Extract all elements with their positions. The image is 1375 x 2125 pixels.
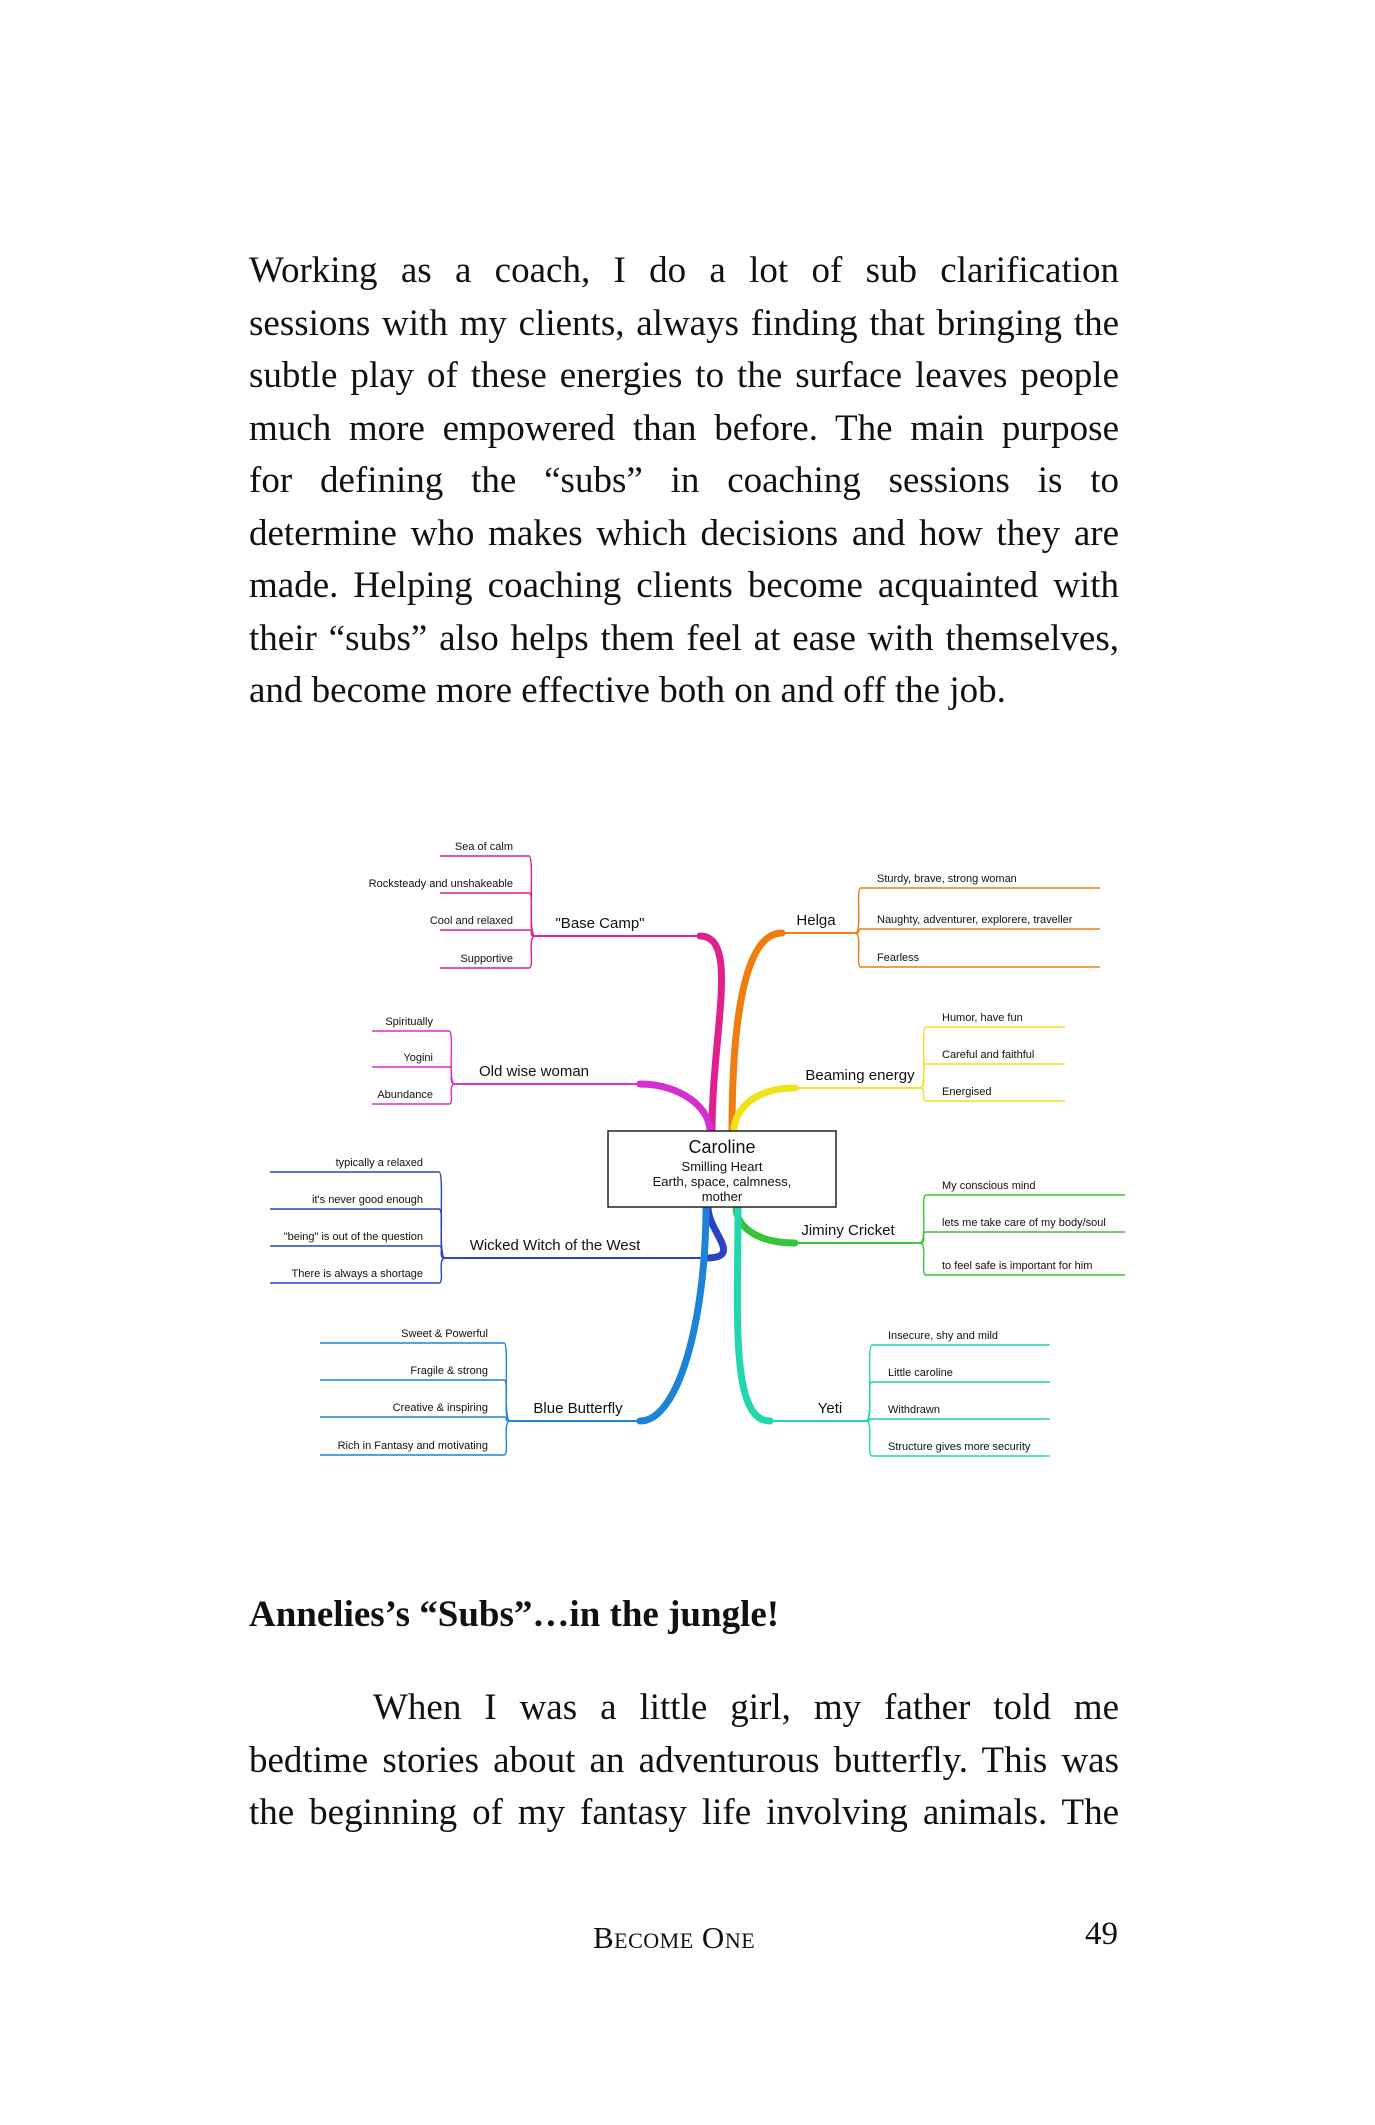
leaf-label: My conscious mind — [942, 1180, 1036, 1192]
section-heading: Annelies’s “Subs”…in the jungle! — [249, 1594, 780, 1635]
running-footer-title: Become One — [593, 1920, 756, 1955]
leaf-label: Naughty, adventurer, explorere, traveller — [877, 914, 1073, 926]
branch-connector — [732, 933, 782, 1131]
leaf-label: Little caroline — [888, 1367, 953, 1379]
leaf-label: Energised — [942, 1086, 992, 1098]
text-line: their “subs” also helps them feel at ease with themselves, — [249, 617, 1119, 659]
leaf-connector — [782, 933, 1100, 967]
branch-label: Helga — [796, 912, 836, 929]
leaf-label: to feel safe is important for him — [942, 1260, 1093, 1272]
leaf-label: Rocksteady and unshakeable — [368, 878, 513, 890]
leaf-label: Abundance — [377, 1089, 433, 1101]
leaf-label: Insecure, shy and mild — [888, 1330, 999, 1342]
leaf-label: Humor, have fun — [942, 1012, 1023, 1024]
branch-label: Yeti — [817, 1400, 843, 1417]
leaf-label: Spiritually — [385, 1016, 433, 1028]
branch-label: Wicked Witch of the West — [469, 1237, 641, 1254]
leaf-label: There is always a shortage — [291, 1268, 423, 1280]
text-line: the beginning of my fantasy life involving animals. The — [249, 1792, 1119, 1833]
branch-label: "Base Camp" — [555, 915, 645, 932]
branch-connector — [700, 936, 722, 1131]
leaf-label: Fragile & strong — [410, 1365, 488, 1377]
text-line: much more empowered than before. The main purpose — [249, 407, 1119, 449]
leaf-label: Sturdy, brave, strong woman — [877, 873, 1017, 885]
leaf-label: Creative & inspiring — [392, 1402, 488, 1414]
leaf-label: Supportive — [460, 953, 513, 965]
center-node-name: Caroline — [688, 1137, 756, 1157]
branch-label: Jiminy Cricket — [801, 1222, 895, 1239]
center-node — [608, 1131, 836, 1207]
leaf-label: "being" is out of the question — [283, 1231, 423, 1243]
leaf-connector — [795, 1088, 1065, 1101]
leaf-label: Sweet & Powerful — [401, 1328, 488, 1340]
leaf-label: Yogini — [403, 1052, 433, 1064]
text-line: sessions with my clients, always finding that bringing the — [249, 302, 1119, 344]
leaf-label: lets me take care of my body/soul — [942, 1217, 1106, 1229]
text-line: determine who makes which decisions and how they are — [249, 512, 1119, 554]
center-node-line2: Earth, space, calmness, — [652, 1174, 792, 1189]
leaf-label: Sea of calm — [454, 841, 513, 853]
leaf-label: typically a relaxed — [335, 1157, 423, 1169]
leaf-label: Cool and relaxed — [429, 915, 513, 927]
leaf-label: Fearless — [877, 952, 920, 964]
leaf-label: Withdrawn — [888, 1404, 940, 1416]
text-line: bedtime stories about an adventurous butterfly. This was — [249, 1739, 1119, 1781]
text-line: for defining the “subs” in coaching sessions is to — [249, 460, 1119, 501]
body-paragraph-2 — [249, 1682, 1119, 1840]
branch-connector — [736, 1207, 795, 1243]
text-line: made. Helping coaching clients become acquainted with — [249, 565, 1119, 606]
leaf-label: Rich in Fantasy and motivating — [337, 1440, 488, 1452]
leaf-label: Structure gives more security — [888, 1441, 1031, 1453]
center-node-line3: mother — [701, 1189, 743, 1204]
branch-connector — [734, 1088, 795, 1131]
branch-label: Old wise woman — [478, 1063, 590, 1080]
text-line: Working as a coach, I do a lot of sub clarification — [249, 250, 1119, 291]
text-line: subtle play of these energies to the surface leaves people — [249, 355, 1119, 396]
branch-connector — [640, 1084, 710, 1131]
text-line: and become more effective both on and off the job. — [249, 670, 1006, 711]
leaf-label: Careful and faithful — [942, 1049, 1035, 1061]
text-line: When I was a little girl, my father told me — [373, 1687, 1119, 1728]
page-number: 49 — [1085, 1916, 1118, 1952]
branch-connector — [640, 1207, 706, 1421]
center-node-subtitle: Smilling Heart — [681, 1159, 763, 1174]
branch-label: Blue Butterfly — [533, 1400, 623, 1417]
leaf-label: it's never good enough — [312, 1194, 423, 1206]
branch-label: Beaming energy — [805, 1067, 915, 1084]
